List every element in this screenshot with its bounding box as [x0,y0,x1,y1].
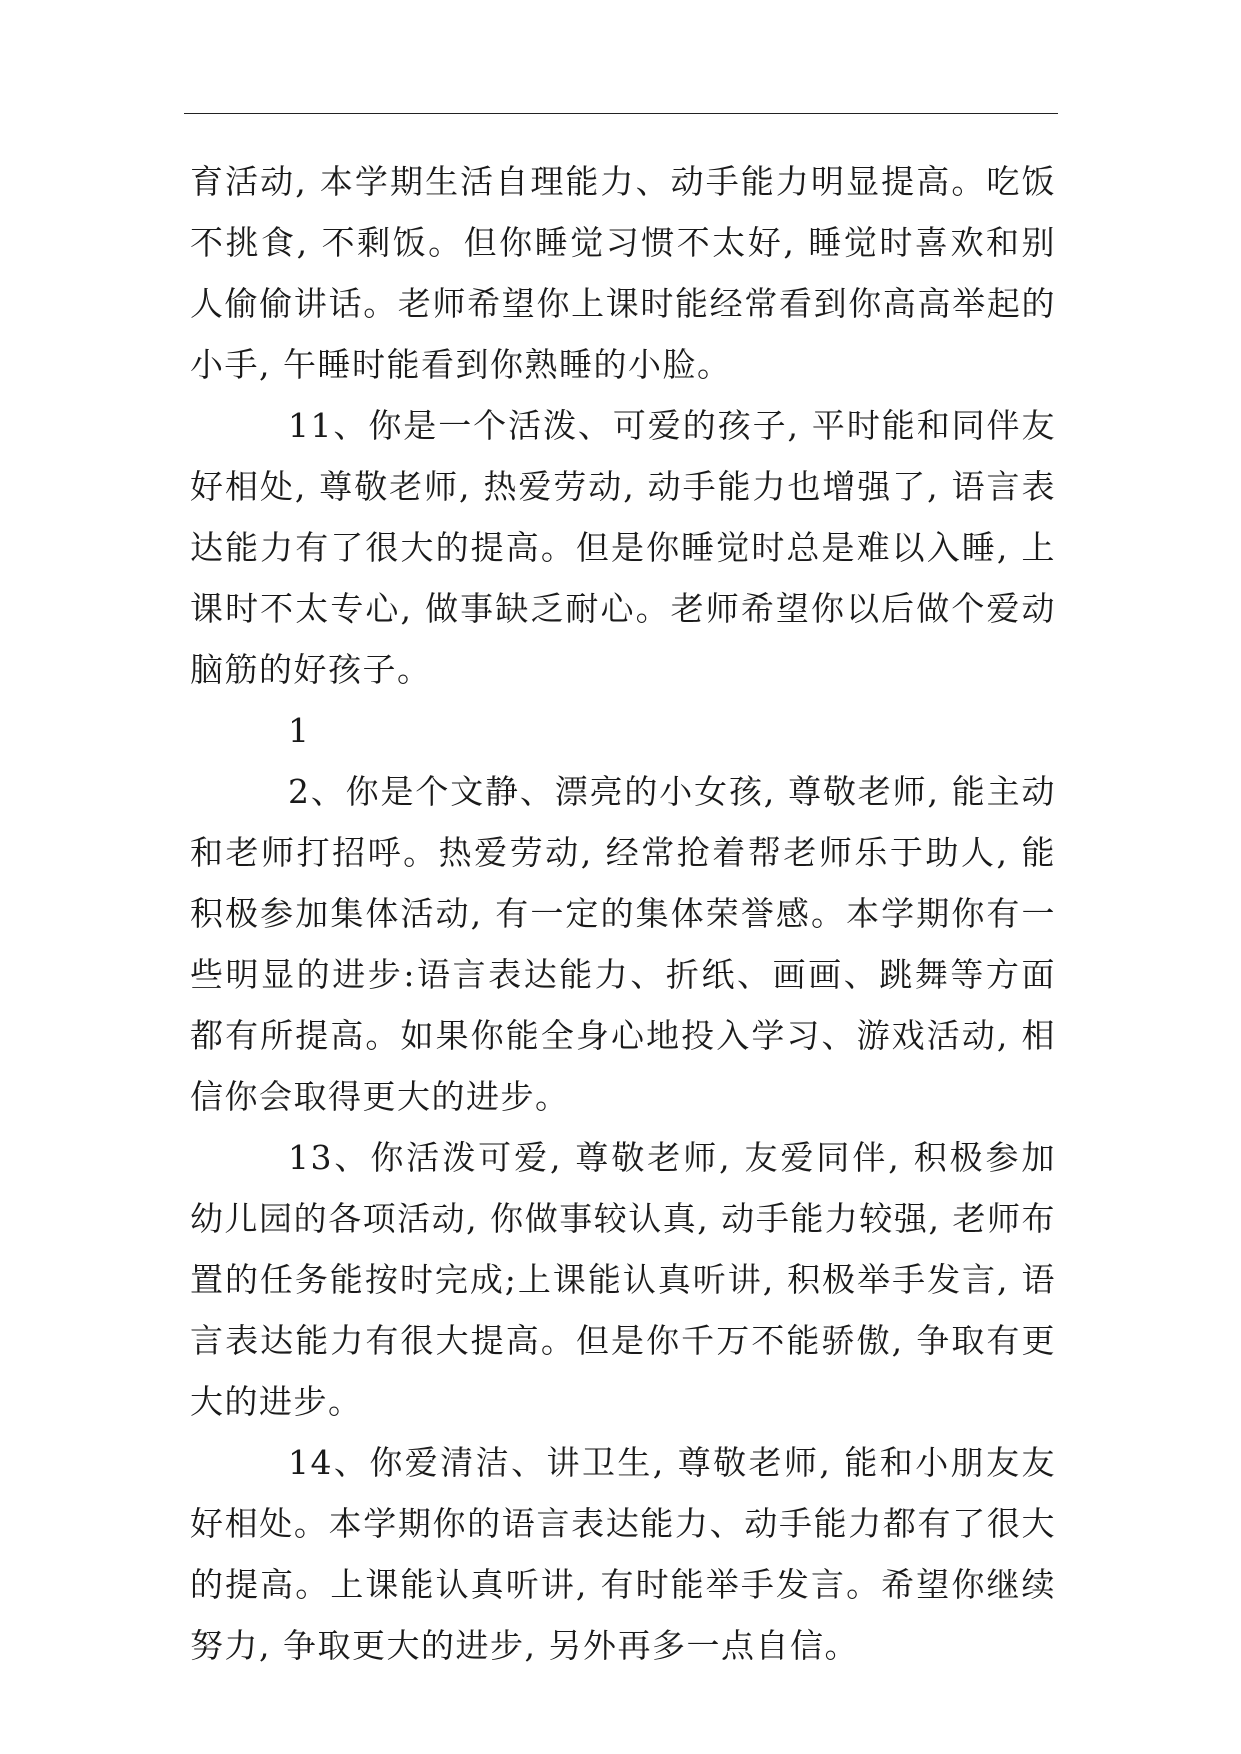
paragraph-comment-11: 11、你是一个活泼、可爱的孩子, 平时能和同伴友好相处, 尊敬老师, 热爱劳动, 动手能力也增强了, 语言表达能力有了很大的提高。但是你睡觉时总是难以入睡, 上课时不太专心, 做事缺乏耐心。老师希望你以后做个爱动脑筋的好孩子。 [190,406,1056,689]
paragraph-comment-13: 13、你活泼可爱, 尊敬老师, 友爱同伴, 积极参加幼儿园的各项活动, 你做事较认真, 动手能力较强, 老师布置的任务能按时完成;上课能认真听讲, 积极举手发言, 语言表达能力有很大提高。但是你千万不能骄傲, 争取有更大的进步。 [190,1138,1056,1421]
paragraph-continuation: 育活动, 本学期生活自理能力、动手能力明显提高。吃饭不挑食, 不剩饭。但你睡觉习惯不太好, 睡觉时喜欢和别人偷偷讲话。老师希望你上课时能经常看到你高高举起的小手, 午睡时能看到你熟睡的小脸。 [190,162,1056,384]
paragraph-comment-14: 14、你爱清洁、讲卫生, 尊敬老师, 能和小朋友友好相处。本学期你的语言表达能力、动手能力都有了很大的提高。上课能认真听讲, 有时能举手发言。希望你继续努力, 争取更大的进步, 另外再多一点自信。 [190,1443,1056,1665]
body-text [190,151,1056,1676]
paragraph-comment-12: 2、你是个文静、漂亮的小女孩, 尊敬老师, 能主动和老师打招呼。热爱劳动, 经常抢着帮老师乐于助人, 能积极参加集体活动, 有一定的集体荣誉感。本学期你有一些明显的进步:语言表达能力、折纸、画画、跳舞等方面都有所提高。如果你能全身心地投入学习、游戏活动, 相信你会取得更大的进步。 [190,772,1056,1116]
paragraph-number-fragment: 1 [288,711,311,750]
header-rule [184,113,1058,114]
